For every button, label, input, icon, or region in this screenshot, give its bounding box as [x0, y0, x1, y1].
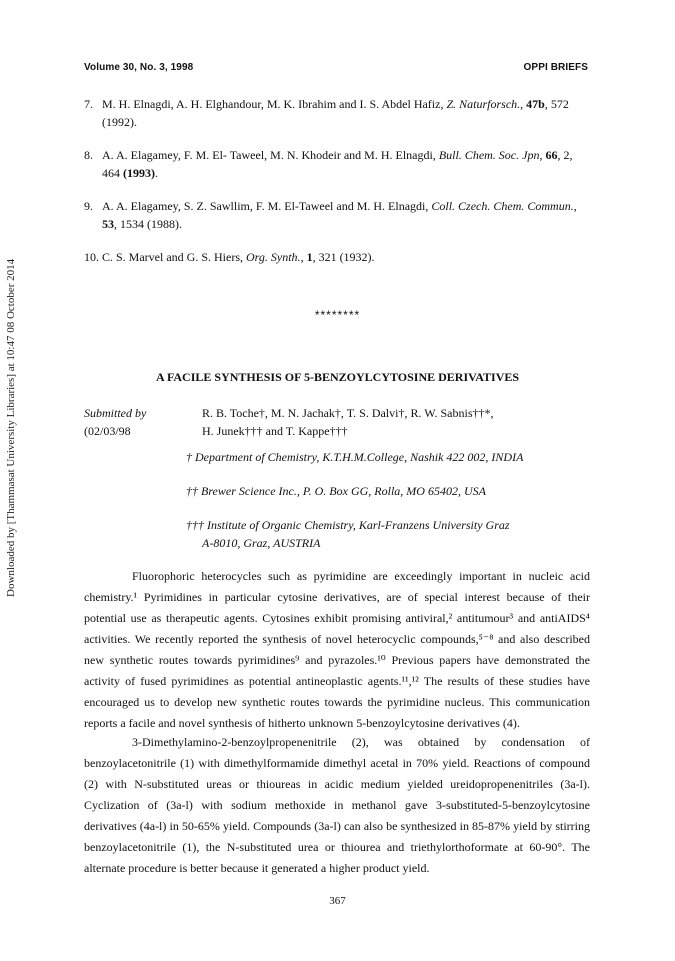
affiliation-1: † Department of Chemistry, K.T.H.M.College, Nashik 422 002, INDIA [186, 450, 524, 464]
affiliation-3-cont: A-8010, Graz, AUSTRIA [202, 536, 321, 550]
section-separator: ******** [314, 308, 361, 322]
affiliation-2: †† Brewer Science Inc., P. O. Box GG, Rolla, MO 65402, USA [186, 484, 486, 498]
page-number: 367 [329, 895, 346, 907]
article-title: A FACILE SYNTHESIS OF 5-BENZOYLCYTOSINE DERIVATIVES [155, 370, 520, 384]
submission-info: Submitted by (02/03/98 [84, 406, 147, 438]
affiliation-3: ††† Institute of Organic Chemistry, Karl-Franzens University Graz [186, 518, 510, 532]
reference-10: 10. C. S. Marvel and G. S. Hiers, Org. Synth., 1, 321 (1932). [84, 250, 375, 264]
body-paragraph-1: Fluorophoric heterocycles such as pyrimidine are exceedingly important in nucleic acid chemistry.¹ Pyrimidines in particular cytosine derivatives, are of special interest because of their potential use as therapeutic agents. Cytosines exhibit promising antiviral,² antitumour³ and antiAIDS⁴ activities. We recently reported the synthesis of novel heterocyclic compounds,⁵⁻⁸ and also described new synthetic routes towards pyrimidines⁹ and pyrazoles.¹⁰ Previous papers have demonstrated the activity of fused pyrimidines as potential antineoplastic agents.¹¹,¹² The results of these studies have encouraged us to develop new synthetic routes towards the pyrimidine nucleus. This communication reports a facile and novel synthesis of hitherto unknown 5-benzoylcytosine derivatives (4). [84, 569, 590, 730]
reference-9: 9. A. A. Elagamey, S. Z. Sawllim, F. M. El-Taweel and M. H. Elnagdi, Coll. Czech. Chem. Commun., 53, 1534 (1988). [84, 199, 577, 231]
running-header-journal: OPPI BRIEFS [523, 62, 588, 73]
body-paragraph-2: 3-Dimethylamino-2-benzoylpropenenitrile (2), was obtained by condensation of benzoylacetonitrile (1) with dimethylformamide dimethyl acetal in 70% yield. Reactions of compound (2) with N-substituted ureas or thioureas in acidic medium yielded ureidopropenenitriles (3a-l). Cyclization of (3a-l) with sodium methoxide in methanol gave 3-substituted-5-benzoylcytosine derivatives (4a-l) in 50-65% yield. Compounds (3a-l) can also be synthesized in 85-87% yield by stirring benzoylacetonitrile (1), the N-substituted urea or thiourea and triethylorthoformate at 60-90°. The alternate procedure is better because it generated a higher product yield. [84, 735, 590, 875]
reference-7: 7. M. H. Elnagdi, A. H. Elghandour, M. K. Ibrahim and I. S. Abdel Hafiz, Z. Naturforsch., 47b, 572 (1992). [84, 97, 569, 129]
author-list: R. B. Toche†, M. N. Jachak†, T. S. Dalvi†, R. W. Sabnis††*, H. Junek††† and T. Kappe††† [202, 406, 494, 438]
download-watermark: Downloaded by [Thammasat University Libraries] at 10:47 08 October 2014 [5, 258, 17, 597]
reference-8: 8. A. A. Elagamey, F. M. El- Taweel, M. N. Khodeir and M. H. Elnagdi, Bull. Chem. Soc. Jpn, 66, 2, 464 (1993). [84, 148, 573, 180]
running-header-volume: Volume 30, No. 3, 1998 [84, 62, 194, 73]
